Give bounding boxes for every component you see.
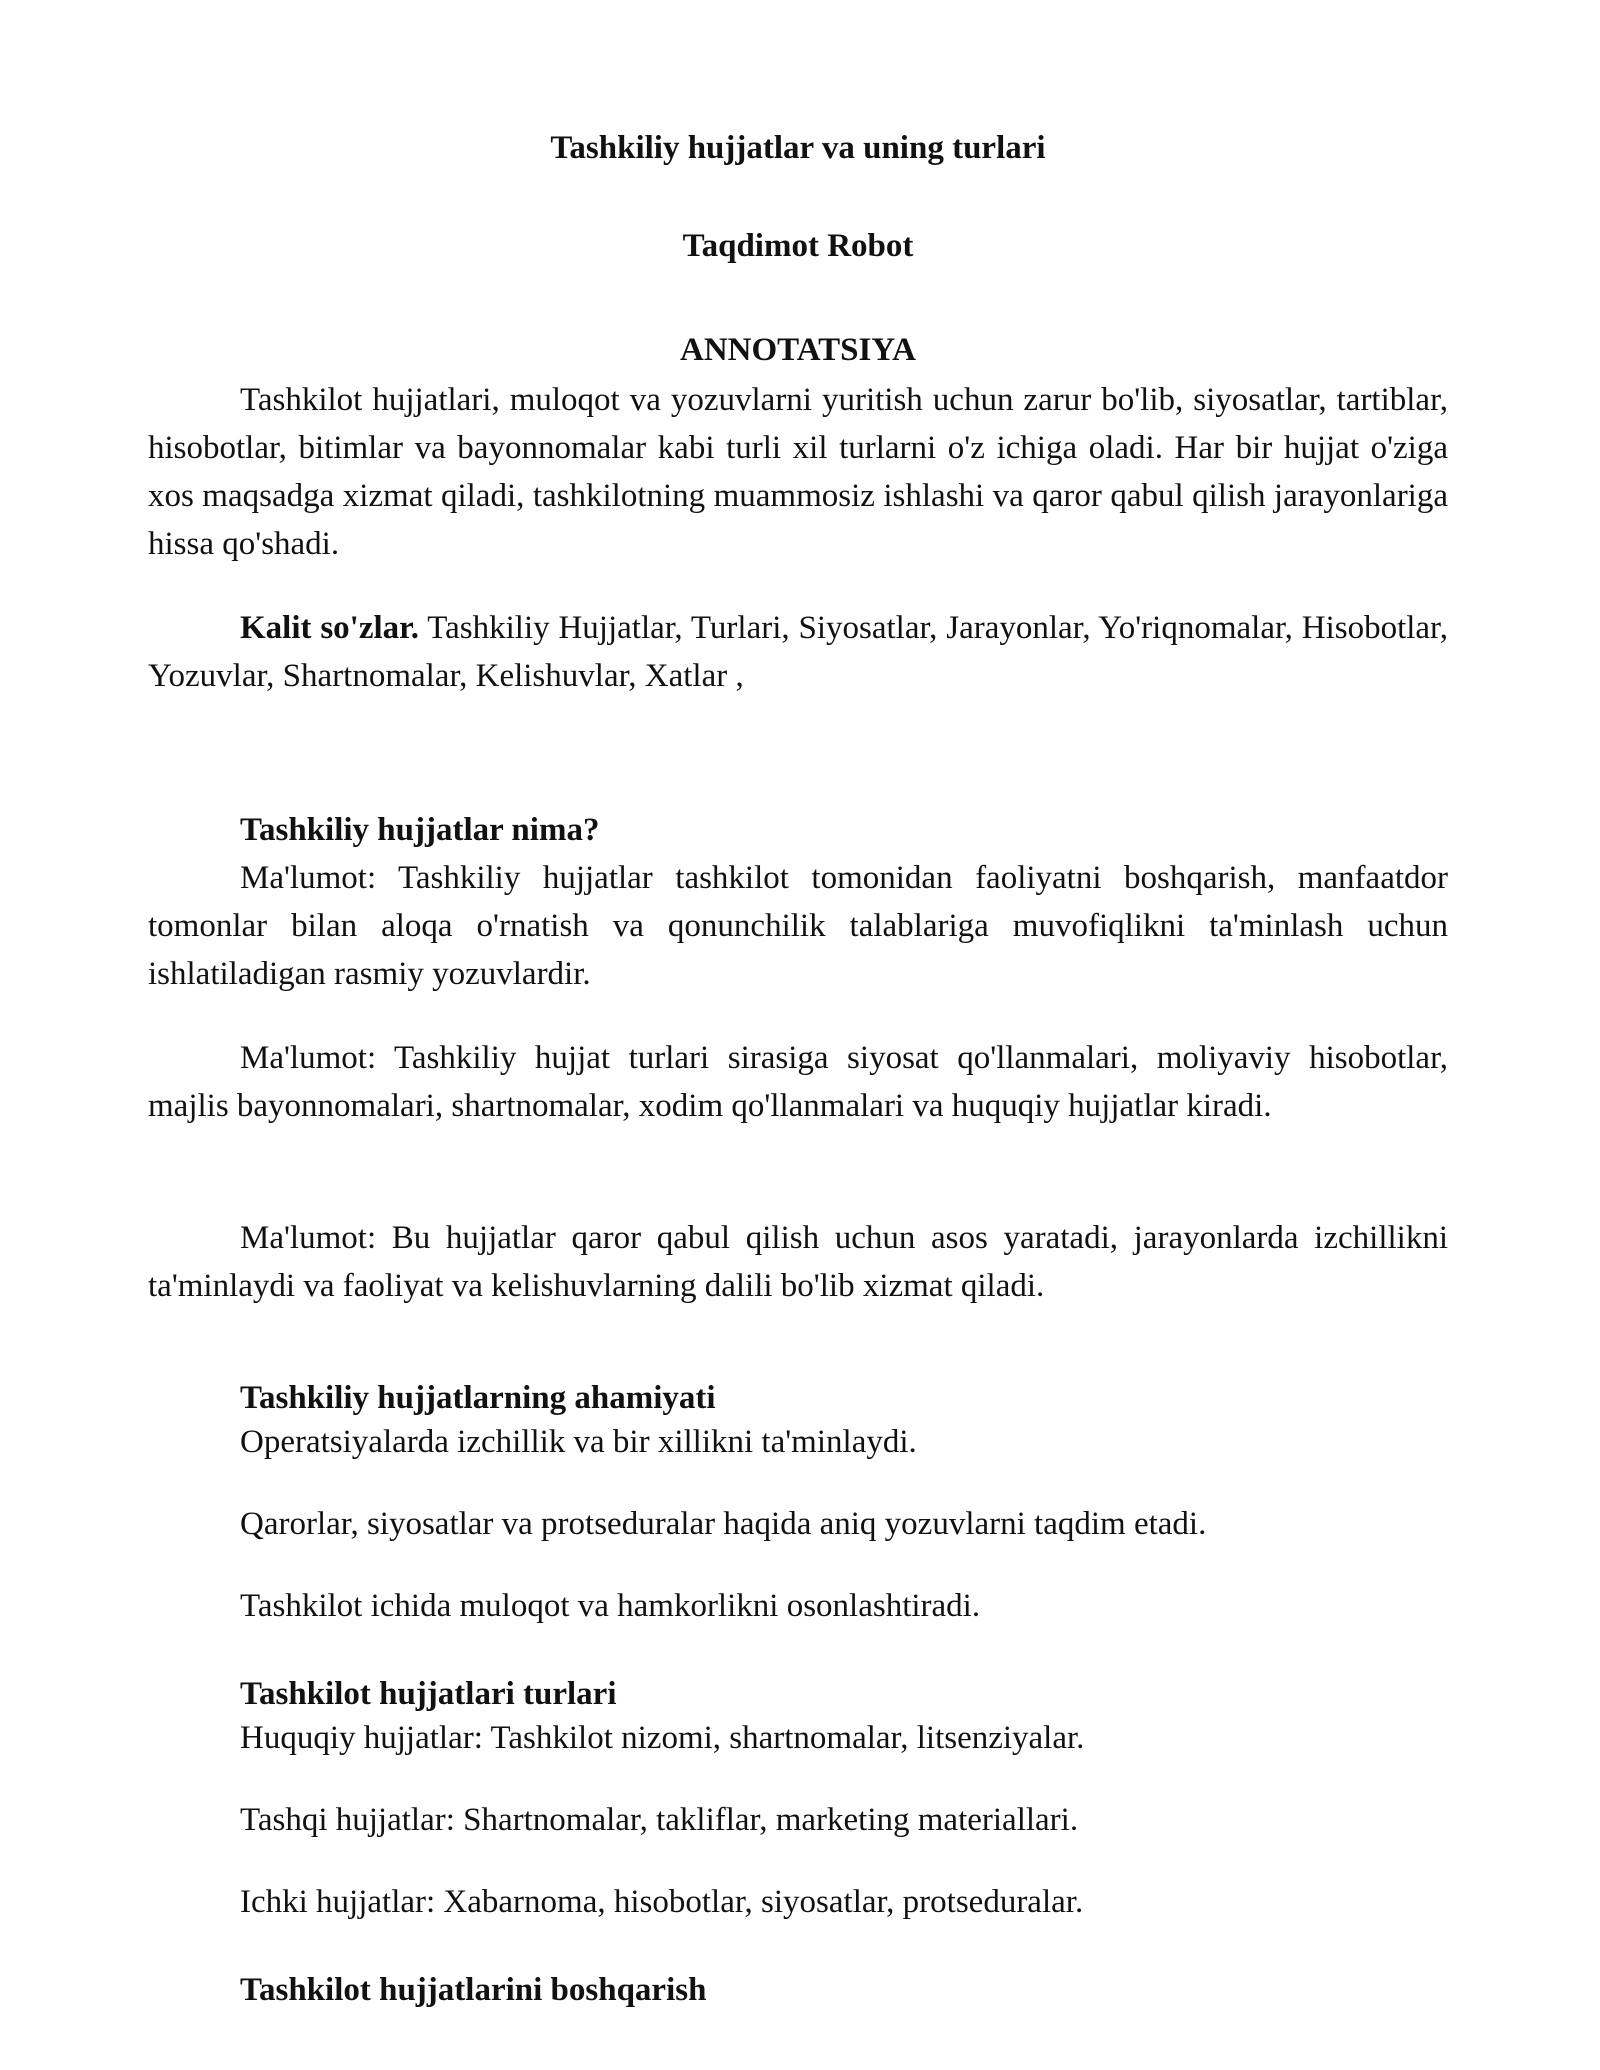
info-paragraph-1: Ma'lumot: Tashkiliy hujjatlar tashkilot tomonidan faoliyatni boshqarish, manfaatdor tomonlar bilan aloqa o'rnatish va qonunchilik talablariga muvofiqlikni ta'minlash uchun ishlatiladigan rasmiy yozuvlardir. <box>148 860 1448 992</box>
annotation-heading: ANNOTATSIYA <box>680 332 916 368</box>
section-heading-what-is: Tashkiliy hujjatlar nima? <box>240 812 600 848</box>
types-item-1: Huquqiy hujjatlar: Tashkilot nizomi, shartnomalar, litsenziyalar. <box>240 1720 1085 1756</box>
document-title: Tashkiliy hujjatlar va uning turlari <box>550 130 1046 166</box>
importance-item-1: Operatsiyalarda izchillik va bir xillikni ta'minlaydi. <box>240 1424 917 1460</box>
document-author: Taqdimot Robot <box>682 228 914 264</box>
importance-item-2: Qarorlar, siyosatlar va protseduralar haqida aniq yozuvlarni taqdim etadi. <box>240 1506 1207 1542</box>
annotation-text <box>148 376 1448 568</box>
importance-item-3: Tashkilot ichida muloqot va hamkorlikni osonlashtiradi. <box>240 1588 981 1624</box>
section-heading-types: Tashkilot hujjatlari turlari <box>240 1676 617 1712</box>
types-item-3: Ichki hujjatlar: Xabarnoma, hisobotlar, siyosatlar, protseduralar. <box>240 1884 1084 1920</box>
info-paragraph-3: Ma'lumot: Bu hujjatlar qaror qabul qilish uchun asos yaratadi, jarayonlarda izchillikni ta'minlaydi va faoliyat va kelishuvlarning dalili bo'lib xizmat qiladi. <box>148 1220 1448 1304</box>
section-heading-management: Tashkilot hujjatlarini boshqarish <box>240 1972 707 2008</box>
annotation-body: Tashkilot hujjatlari, muloqot va yozuvlarni yuritish uchun zarur bo'lib, siyosatlar, tartiblar, hisobotlar, bitimlar va bayonnomalar kabi turli xil turlarni o'z ichiga oladi. Har bir hujjat o'ziga xos maqsadga xizmat qiladi, tashkilotning muammosiz ishlashi va qaror qabul qilish jarayonlariga hissa qo'shadi. <box>148 382 1448 562</box>
info-paragraph-2: Ma'lumot: Tashkiliy hujjat turlari sirasiga siyosat qo'llanmalari, moliyaviy hisobotlar, majlis bayonnomalari, shartnomalar, xodim qo'llanmalari va huquqiy hujjatlar kiradi. <box>148 1040 1448 1124</box>
keywords-label: Kalit so'zlar. <box>240 610 420 646</box>
section-heading-importance: Tashkiliy hujjatlarning ahamiyati <box>240 1380 716 1416</box>
document-page <box>148 0 1448 2070</box>
keywords-paragraph <box>148 604 1448 700</box>
types-item-2: Tashqi hujjatlar: Shartnomalar, takliflar, marketing materiallari. <box>240 1802 1079 1838</box>
keywords-text: Tashkiliy Hujjatlar, Turlari, Siyosatlar, Jarayonlar, Yo'riqnomalar, Hisobotlar, Yozuvlar, Shartnomalar, Kelishuvlar, Xatlar , <box>148 610 1448 694</box>
